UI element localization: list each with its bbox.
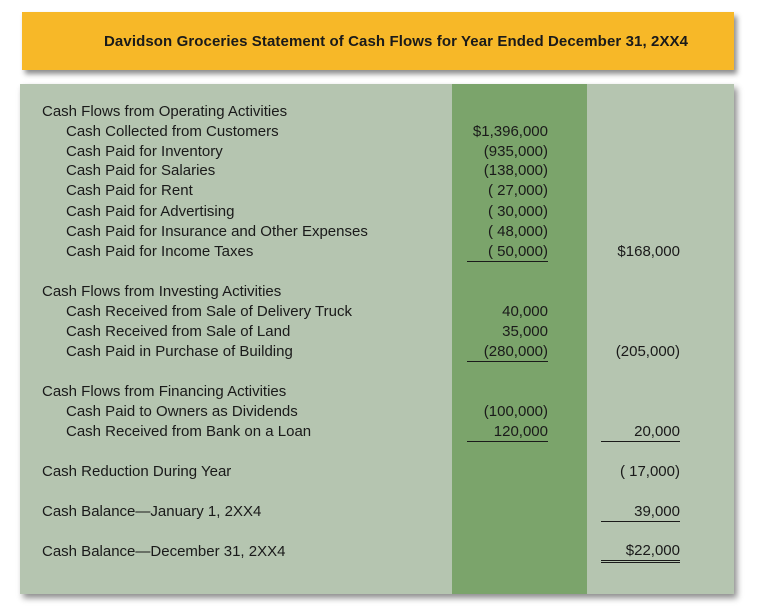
line-item-label: Cash Paid for Inventory — [66, 143, 223, 160]
line-item — [20, 222, 734, 242]
cash-reduction-label: Cash Reduction During Year — [42, 463, 232, 480]
line-item-label: Cash Paid for Advertising — [66, 203, 235, 220]
statement-panel — [20, 84, 734, 594]
line-item-label: Cash Paid for Rent — [66, 182, 193, 199]
line-item-label: Cash Received from Sale of Delivery Truck — [66, 303, 352, 320]
ending-balance-label: Cash Balance—December 31, 2XX4 — [42, 543, 286, 560]
line-item — [20, 122, 734, 142]
beginning-balance-row — [20, 502, 734, 522]
line-item-amount: $1,396,000 — [472, 123, 548, 140]
line-item-label: Cash Received from Bank on a Loan — [66, 423, 312, 440]
line-item — [20, 402, 734, 422]
line-item-label: Cash Paid in Purchase of Building — [66, 343, 293, 360]
line-item-amount: ( 27,000) — [487, 182, 548, 199]
line-item-amount: ( 30,000) — [487, 203, 548, 220]
section-heading-financing: Cash Flows from Financing Activities — [42, 383, 287, 400]
line-item-label: Cash Paid to Owners as Dividends — [66, 403, 298, 420]
line-item — [20, 142, 734, 162]
line-item — [20, 181, 734, 201]
line-item-amount: (138,000) — [483, 162, 548, 179]
line-item — [20, 242, 734, 262]
line-item-amount: 120,000 — [467, 422, 548, 442]
line-item-amount: (100,000) — [483, 403, 548, 420]
line-item — [20, 161, 734, 181]
line-item — [20, 422, 734, 442]
line-item-amount: (935,000) — [483, 143, 548, 160]
line-item — [20, 302, 734, 322]
section-heading-operating: Cash Flows from Operating Activities — [42, 103, 288, 120]
title-banner — [22, 12, 734, 70]
line-item — [20, 202, 734, 222]
line-item-label: Cash Paid for Income Taxes — [66, 243, 254, 260]
line-item-label: Cash Received from Sale of Land — [66, 323, 291, 340]
line-item-amount: ( 48,000) — [487, 223, 548, 240]
line-item-amount: 40,000 — [502, 303, 548, 320]
cash-reduction-row — [20, 462, 734, 482]
section-total-financing: 20,000 — [601, 422, 680, 442]
line-item-amount: 35,000 — [502, 323, 548, 340]
beginning-balance-label: Cash Balance—January 1, 2XX4 — [42, 503, 262, 520]
section-total-investing: (205,000) — [615, 343, 680, 360]
line-item-label: Cash Paid for Salaries — [66, 162, 216, 179]
cash-reduction-amount: ( 17,000) — [619, 463, 680, 480]
statement-title: Davidson Groceries Statement of Cash Flows for Year Ended December 31, 2XX4 — [104, 32, 689, 50]
ending-balance-amount: $22,000 — [601, 542, 680, 563]
line-item-label: Cash Collected from Customers — [66, 123, 279, 140]
section-heading-investing: Cash Flows from Investing Activities — [42, 283, 282, 300]
line-item-label: Cash Paid for Insurance and Other Expenses — [66, 223, 368, 240]
line-item — [20, 322, 734, 342]
section-total-operating: $168,000 — [617, 243, 680, 260]
ending-balance-row — [20, 542, 734, 562]
beginning-balance-amount: 39,000 — [601, 502, 680, 522]
line-item-amount: (280,000) — [467, 342, 548, 362]
line-item — [20, 342, 734, 362]
line-item-amount: ( 50,000) — [467, 242, 548, 262]
